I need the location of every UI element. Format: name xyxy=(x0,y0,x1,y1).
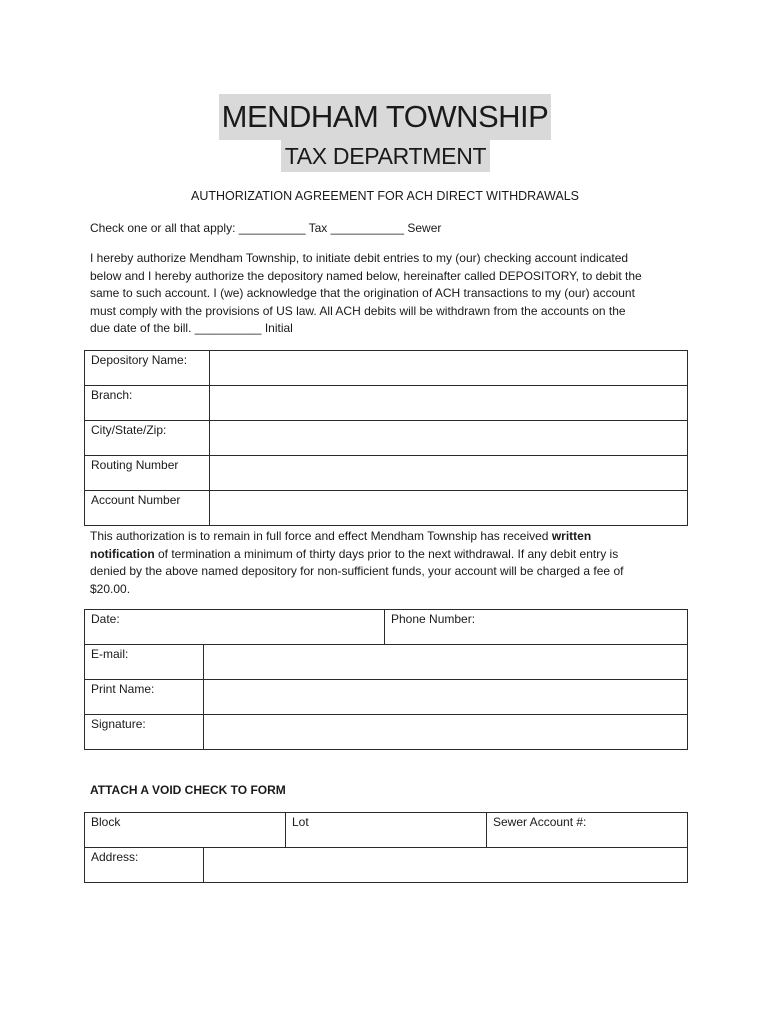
terms-line xyxy=(90,546,623,564)
authorization-terms-paragraph xyxy=(90,528,623,598)
print-name-label: Print Name: xyxy=(91,682,155,696)
signature-label-cell xyxy=(85,715,204,750)
table-row xyxy=(85,456,688,491)
address-field[interactable] xyxy=(204,848,688,883)
city-state-zip-label-cell xyxy=(85,421,210,456)
branch-label-cell xyxy=(85,386,210,421)
block-field[interactable] xyxy=(85,813,286,848)
routing-number-field[interactable] xyxy=(210,456,688,491)
form-subtitle: AUTHORIZATION AGREEMENT FOR ACH DIRECT WITHDRAWALS xyxy=(191,189,579,203)
sewer-option: Sewer xyxy=(404,221,442,235)
depository-name-label-cell xyxy=(85,351,210,386)
attach-void-check-note: ATTACH A VOID CHECK TO FORM xyxy=(90,783,286,797)
signature-field[interactable] xyxy=(204,715,688,750)
print-name-field[interactable] xyxy=(204,680,688,715)
print-name-label-cell xyxy=(85,680,204,715)
terms-bold-text: written xyxy=(551,529,592,543)
email-field[interactable] xyxy=(204,645,688,680)
phone-number-field[interactable] xyxy=(385,610,688,645)
date-field[interactable] xyxy=(85,610,385,645)
address-label-cell xyxy=(85,848,204,883)
account-number-label: Account Number xyxy=(91,493,181,507)
authorization-line: due date of the bill. __________ Initial xyxy=(90,321,293,335)
authorization-line: below and I hereby authorize the depository named below, hereinafter called DEPOSITORY, to debit the xyxy=(90,268,642,283)
account-number-label-cell xyxy=(85,491,210,526)
terms-text: of termination a minimum of thirty days prior to the next withdrawal. If any debit entry is xyxy=(154,546,619,561)
table-row xyxy=(85,813,688,848)
property-info-table xyxy=(84,812,688,883)
table-row xyxy=(85,680,688,715)
email-label-cell xyxy=(85,645,204,680)
terms-line: denied by the above named depository for non-sufficient funds, your account will be charged a fee of xyxy=(90,564,624,578)
sewer-account-label: Sewer Account #: xyxy=(493,815,587,829)
routing-number-label-cell xyxy=(85,456,210,491)
terms-line xyxy=(90,528,623,546)
signature-label: Signature: xyxy=(91,717,146,731)
table-row xyxy=(85,848,688,883)
table-row xyxy=(85,351,688,386)
table-row xyxy=(85,491,688,526)
depository-name-field[interactable] xyxy=(210,351,688,386)
authorization-line: must comply with the provisions of US law. All ACH debits will be withdrawn from the accounts on the xyxy=(90,303,626,318)
lot-field[interactable] xyxy=(286,813,487,848)
date-label: Date: xyxy=(91,612,120,626)
terms-text: This authorization is to remain in full force and effect Mendham Township has received xyxy=(90,529,552,543)
table-row xyxy=(85,645,688,680)
address-label: Address: xyxy=(91,850,139,864)
authorization-paragraph xyxy=(90,250,642,338)
table-row xyxy=(85,610,688,645)
branch-label: Branch: xyxy=(91,388,133,402)
terms-bold-text: notification xyxy=(90,546,155,561)
department-title: TAX DEPARTMENT xyxy=(281,140,490,172)
depository-name-label: Depository Name: xyxy=(91,353,188,367)
account-number-field[interactable] xyxy=(210,491,688,526)
tax-option: Tax ___________ xyxy=(305,221,405,235)
authorization-line: same to such account. I (we) acknowledge that the origination of ACH transactions to my (our) account xyxy=(90,286,635,300)
city-state-zip-label: City/State/Zip: xyxy=(91,423,167,437)
table-row xyxy=(85,386,688,421)
email-label: E-mail: xyxy=(91,647,129,661)
terms-line: $20.00. xyxy=(90,581,131,596)
table-row xyxy=(85,421,688,456)
bank-info-table xyxy=(84,350,688,526)
page-title: MENDHAM TOWNSHIP xyxy=(219,94,551,140)
routing-number-label: Routing Number xyxy=(91,458,179,472)
table-row xyxy=(85,715,688,750)
city-state-zip-field[interactable] xyxy=(210,421,688,456)
check-apply-line xyxy=(90,220,441,238)
lot-label: Lot xyxy=(292,815,309,829)
contact-info-table xyxy=(84,609,688,750)
check-apply-prefix: Check one or all that apply: __________ xyxy=(90,221,306,235)
phone-number-label: Phone Number: xyxy=(391,612,476,626)
authorization-line: I hereby authorize Mendham Township, to initiate debit entries to my (our) checking account indicated xyxy=(90,251,629,265)
block-label: Block xyxy=(91,815,121,829)
branch-field[interactable] xyxy=(210,386,688,421)
sewer-account-field[interactable] xyxy=(487,813,688,848)
